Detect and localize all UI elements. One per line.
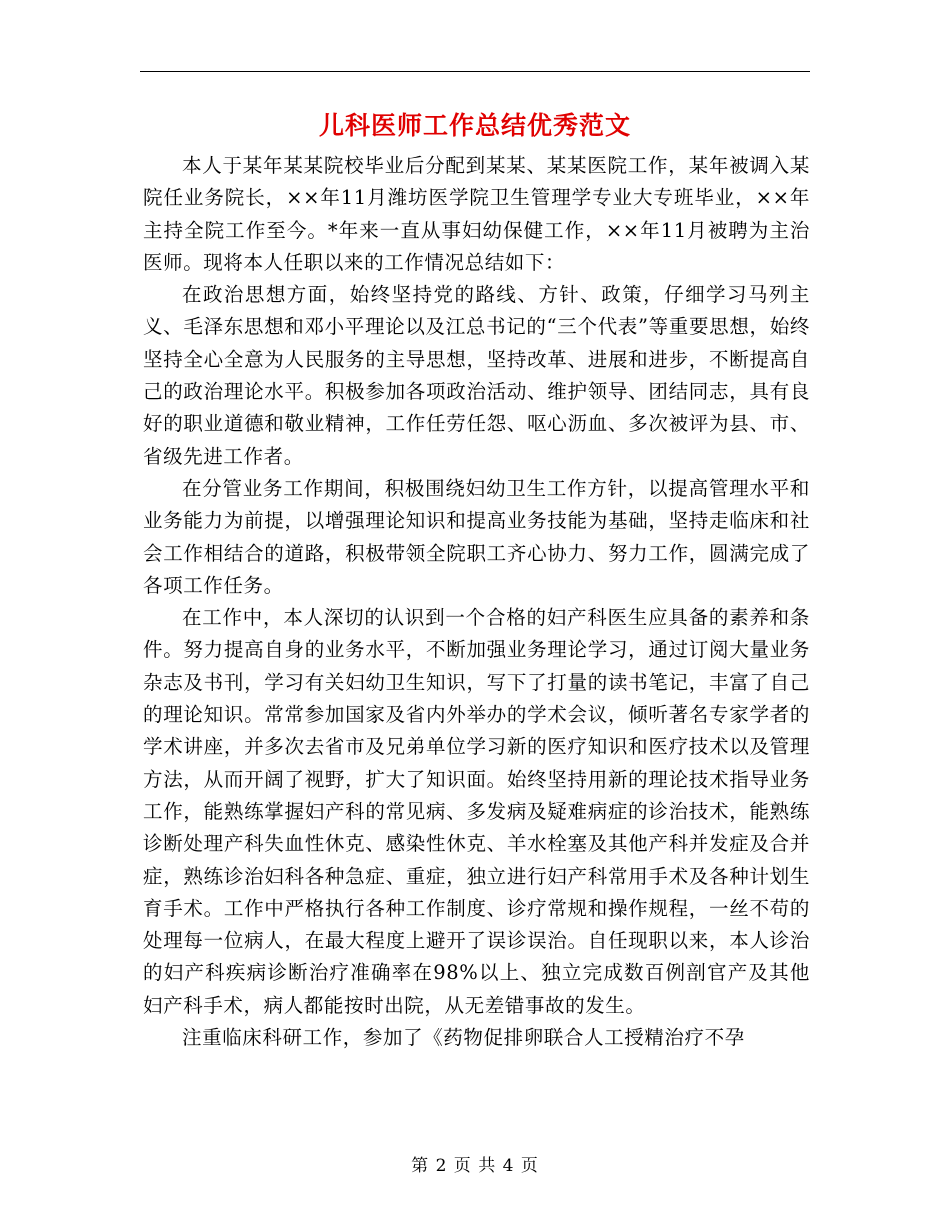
paragraph-management: 在分管业务工作期间，积极围绕妇幼卫生工作方针，以提高管理水平和业务能力为前提，以增强理论知识和提高业务技能为基础，坚持走临床和社会工作相结合的道路，积极带领全院职工齐心协力、努力工作，圆满完成了各项工作任务。 xyxy=(143,476,810,597)
document-body xyxy=(143,150,810,1054)
page-footer: 第 2 页 共 4 页 xyxy=(411,1156,539,1176)
header-rule xyxy=(140,71,810,72)
document-title: 儿科医师工作总结优秀范文 xyxy=(318,111,631,140)
paragraph-political: 在政治思想方面，始终坚持党的路线、方针、政策，仔细学习马列主义、毛泽东思想和邓小平理论以及江总书记的“三个代表”等重要思想，始终坚持全心全意为人民服务的主导思想，坚持改革、进展和进步，不断提高自己的政治理论水平。积极参加各项政治活动、维护领导、团结同志，具有良好的职业道德和敬业精神，工作任劳任怨、呕心沥血、多次被评为县、市、省级先进工作者。 xyxy=(143,283,810,468)
paragraph-intro: 本人于某年某某院校毕业后分配到某某、某某医院工作，某年被调入某院任业务院长，××年11月潍坊医学院卫生管理学专业大专班毕业，××年主持全院工作至今。*年来一直从事妇幼保健工作，××年11月被聘为主治医师。现将本人任职以来的工作情况总结如下： xyxy=(143,154,810,274)
paragraph-clinical-work: 在工作中，本人深切的认识到一个合格的妇产科医生应具备的素养和条件。努力提高自身的业务水平，不断加强业务理论学习，通过订阅大量业务杂志及书刊，学习有关妇幼卫生知识，写下了打量的读书笔记，丰富了自己的理论知识。常常参加国家及省内外举办的学术会议，倾听著名专家学者的学术讲座，并多次去省市及兄弟单位学习新的医疗知识和医疗技术以及管理方法，从而开阔了视野，扩大了知识面。始终坚持用新的理论技术指导业务工作，能熟练掌握妇产科的常见病、多发病及疑难病症的诊治技术，能熟练诊断处理产科失血性休克、感染性休克、羊水栓塞及其他产科并发症及合并症，熟练诊治妇科各种急症、重症，独立进行妇产科常用手术及各种计划生育手术。工作中严格执行各种工作制度、诊疗常规和操作规程，一丝不苟的处理每一位病人，在最大程度上避开了误诊误治。自任现职以来，本人诊治的妇产科疾病诊断治疗准确率在98%以上、独立完成数百例剖官产及其他妇产科手术，病人都能按时出院，从无差错事故的发生。 xyxy=(143,606,810,1017)
paragraph-research: 注重临床科研工作，参加了《药物促排卵联合人工授精治疗不孕 xyxy=(182,1026,745,1050)
